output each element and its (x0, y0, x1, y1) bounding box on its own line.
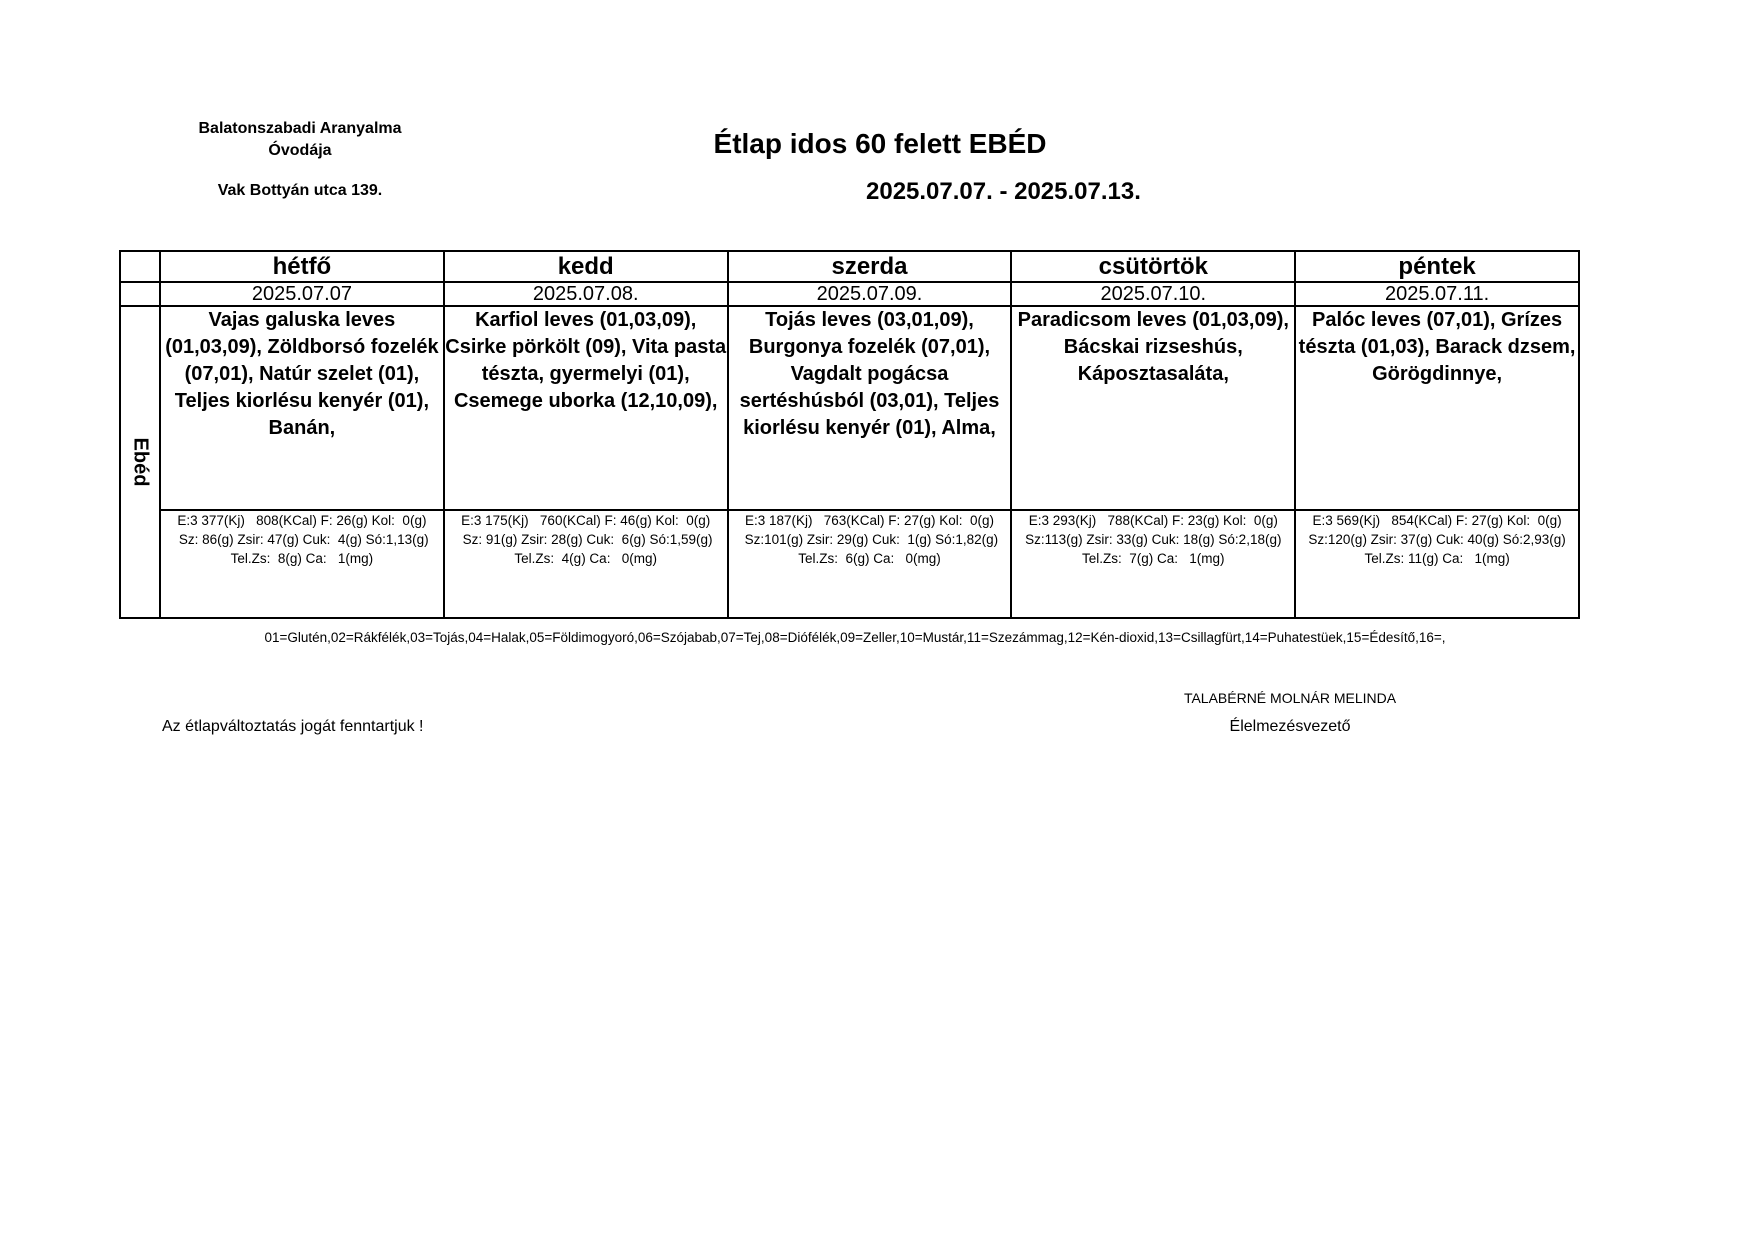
signer-name: TALABÉRNÉ MOLNÁR MELINDA (1183, 690, 1397, 706)
date-wednesday: 2025.07.09. (728, 282, 1012, 306)
corner-cell (120, 282, 160, 306)
meal-label: Ebéd (129, 437, 152, 487)
organization-name-line1: Balatonszabadi Aranyalma (198, 120, 402, 137)
organization-address: Vak Bottyán utca 139. (217, 182, 383, 199)
menu-friday: Palóc leves (07,01), Grízes tészta (01,03), Barack dzsem, Görögdinnye, (1295, 306, 1579, 510)
menu-wednesday: Tojás leves (03,01,09), Burgonya fozelék (07,01), Vagdalt pogácsa sertéshúsból (03,01), Teljes kiorlésu kenyér (01), Alma, (728, 306, 1012, 510)
nutrition-tuesday: E:3 175(Kj) 760(KCal) F: 46(g) Kol: 0(g) Sz: 91(g) Zsir: 28(g) Cuk: 6(g) Só:1,59(g) Tel.Zs: 4(g) Ca: 0(mg) (444, 510, 728, 618)
date-tuesday: 2025.07.08. (444, 282, 728, 306)
nutrition-wednesday: E:3 187(Kj) 763(KCal) F: 27(g) Kol: 0(g) Sz:101(g) Zsir: 29(g) Cuk: 1(g) Só:1,82(g) Tel.Zs: 6(g) Ca: 0(mg) (728, 510, 1012, 618)
day-header-row (120, 251, 1579, 282)
menu-table (119, 250, 1580, 619)
meal-label-cell (120, 306, 160, 618)
disclaimer-note: Az étlapváltoztatás jogát fenntartjuk ! (162, 718, 424, 735)
date-monday: 2025.07.07 (160, 282, 444, 306)
date-thursday: 2025.07.10. (1011, 282, 1295, 306)
nutrition-friday: E:3 569(Kj) 854(KCal) F: 27(g) Kol: 0(g) Sz:120(g) Zsir: 37(g) Cuk: 40(g) Só:2,93(g) Tel.Zs: 11(g) Ca: 1(mg) (1295, 510, 1579, 618)
menu-row (120, 306, 1579, 510)
allergen-legend: 01=Glutén,02=Rákfélék,03=Tojás,04=Halak,05=Földimogyoró,06=Szójabab,07=Tej,08=Diófélék,09=Zeller,10=Mustár,11=Szezámmag,12=Kén-dioxid,13=Csillagfürt,14=Puhatestüek,15=Édesítő,16=, (264, 630, 1446, 645)
day-name-monday: hétfő (160, 251, 444, 282)
day-name-wednesday: szerda (728, 251, 1012, 282)
nutrition-row (120, 510, 1579, 618)
menu-thursday: Paradicsom leves (01,03,09), Bácskai rizseshús, Káposztasaláta, (1011, 306, 1295, 510)
day-name-tuesday: kedd (444, 251, 728, 282)
day-name-friday: péntek (1295, 251, 1579, 282)
organization-name (180, 118, 420, 162)
nutrition-monday: E:3 377(Kj) 808(KCal) F: 26(g) Kol: 0(g) Sz: 86(g) Zsir: 47(g) Cuk: 4(g) Só:1,13(g) Tel.Zs: 8(g) Ca: 1(mg) (160, 510, 444, 618)
menu-monday: Vajas galuska leves (01,03,09), Zöldborsó fozelék (07,01), Natúr szelet (01), Teljes kiorlésu kenyér (01), Banán, (160, 306, 444, 510)
page-title: Étlap idos 60 felett EBÉD (713, 128, 1047, 159)
date-range: 2025.07.07. - 2025.07.13. (866, 178, 1141, 205)
date-friday: 2025.07.11. (1295, 282, 1579, 306)
nutrition-thursday: E:3 293(Kj) 788(KCal) F: 23(g) Kol: 0(g) Sz:113(g) Zsir: 33(g) Cuk: 18(g) Só:2,18(g) Tel.Zs: 7(g) Ca: 1(mg) (1011, 510, 1295, 618)
day-name-thursday: csütörtök (1011, 251, 1295, 282)
date-row (120, 282, 1579, 306)
menu-tuesday: Karfiol leves (01,03,09), Csirke pörkölt (09), Vita pasta tészta, gyermelyi (01), Csemege uborka (12,10,09), (444, 306, 728, 510)
corner-cell (120, 251, 160, 282)
signer-role: Élelmezésvezető (1229, 718, 1351, 735)
organization-name-line2: Óvodája (268, 142, 332, 159)
